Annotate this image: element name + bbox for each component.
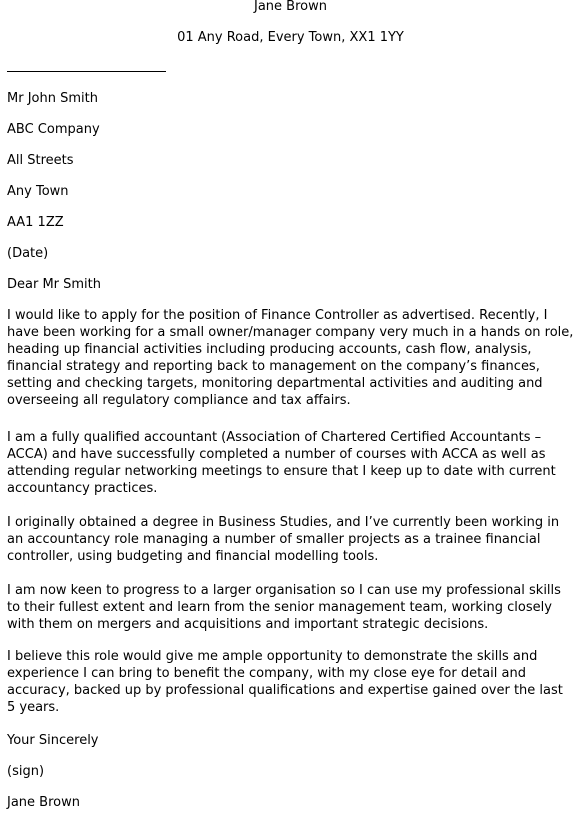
recipient-name: Mr John Smith xyxy=(7,91,98,106)
paragraph-line: accountancy practices. xyxy=(7,481,158,496)
divider-line xyxy=(7,71,166,72)
sender-address: 01 Any Road, Every Town, XX1 1YY xyxy=(177,30,404,45)
paragraph-line: I am a fully qualified accountant (Association of Chartered Certified Accountants – xyxy=(7,430,542,445)
body-paragraph xyxy=(7,582,579,633)
paragraph-line: accuracy, backed up by professional qualifications and expertise gained over the last xyxy=(7,683,563,698)
paragraph-line: overseeing all regulatory compliance and tax affairs. xyxy=(7,393,351,408)
paragraph-line: an accountancy role managing a number of smaller projects as a trainee financial xyxy=(7,532,541,547)
recipient-street: All Streets xyxy=(7,153,74,168)
closing: Your Sincerely xyxy=(7,733,99,748)
recipient-company: ABC Company xyxy=(7,122,100,137)
paragraph-line: controller, using budgeting and financial modelling tools. xyxy=(7,549,379,564)
paragraph-line: financial strategy and reporting back to management on the company’s finances, xyxy=(7,359,540,374)
paragraph-line: I am now keen to progress to a larger organisation so I can use my professional skills xyxy=(7,583,561,598)
body-paragraph xyxy=(7,307,579,409)
letter-date: (Date) xyxy=(7,246,49,261)
paragraph-line: setting and checking targets, monitoring departmental activities and auditing and xyxy=(7,376,543,391)
body-paragraph xyxy=(7,514,579,565)
signature: (sign) xyxy=(7,764,45,779)
paragraph-line: to their fullest extent and learn from the senior management team, working closely xyxy=(7,600,552,615)
body-paragraph xyxy=(7,429,579,497)
paragraph-line: have been working for a small owner/manager company very much in a hands on role, xyxy=(7,325,574,340)
paragraph-line: 5 years. xyxy=(7,700,60,715)
salutation: Dear Mr Smith xyxy=(7,277,102,292)
signoff-name: Jane Brown xyxy=(7,795,80,810)
sender-name: Jane Brown xyxy=(254,0,327,14)
paragraph-line: heading up financial activities including producing accounts, cash flow, analysis, xyxy=(7,342,532,357)
paragraph-line: I would like to apply for the position of Finance Controller as advertised. Recently, I xyxy=(7,308,548,323)
recipient-postcode: AA1 1ZZ xyxy=(7,215,64,230)
paragraph-line: experience I can bring to benefit the company, with my close eye for detail and xyxy=(7,666,526,681)
body-paragraph xyxy=(7,648,579,716)
recipient-town: Any Town xyxy=(7,184,69,199)
paragraph-line: ACCA) and have successfully completed a number of courses with ACCA as well as xyxy=(7,447,546,462)
paragraph-line: I originally obtained a degree in Business Studies, and I’ve currently been working in xyxy=(7,515,560,530)
paragraph-line: I believe this role would give me ample opportunity to demonstrate the skills and xyxy=(7,649,538,664)
paragraph-line: attending regular networking meetings to ensure that I keep up to date with current xyxy=(7,464,556,479)
paragraph-line: with them on mergers and acquisitions and important strategic decisions. xyxy=(7,617,489,632)
